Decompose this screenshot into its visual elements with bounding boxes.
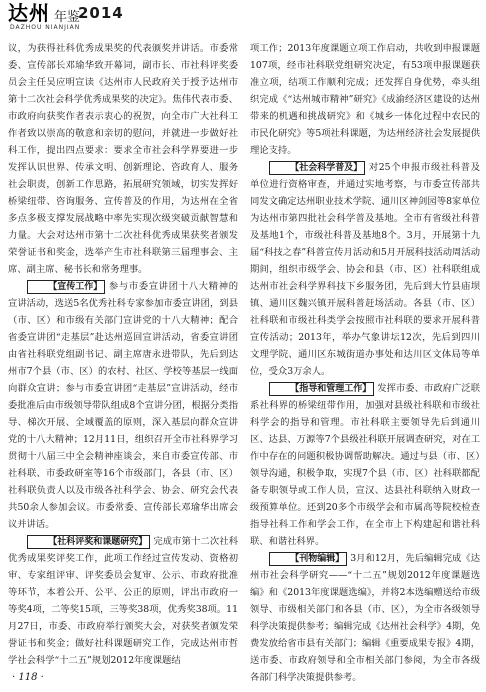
section-guidance [250,380,480,550]
section-tag-awards: 【社科评奖和课题研究】 [27,535,151,549]
yearbook-year: 2014 [78,4,124,22]
section-text-awards: 完成市第十二次社科优秀成果奖评奖工作，此项工作经过宣传发动、资格初审、专家组评审、评奖委员会复审、公示、市政府批准等环节，本着公开、公平、公正的原则，评出市政府一等奖4项，二等奖15项，三等奖38项，优秀奖38项。11月27日，市委、市政府举行颁奖大会，对获奖者颁发荣誉证书和奖金；做好社科课题研究工作，完成达州市哲学社会科学“十二五”规划2012年度课题结 [8,536,238,666]
page-number: · 118 · [12,672,44,683]
section-text-publications: 3月和12月，先后编辑完成《达州市社会科学研究——“十二五”规划2012年度课题选编》和《2013年度课题选编》，并将2本选编赠送给市级领导、市级相关部门和各县（市、区），为全市各级领导科学决策提供参考；编辑完成《达州社会科学》4期，免费发放给省市县有关部门；编辑《重要成果专报》4期，送市委、市政府领导和全市相关部门参阅，为全市各级各部门科学决策提供参考。 [250,553,480,683]
section-text-guidance: 发挥市委、市政府广泛联系社科界的桥梁纽带作用，加强对县级社科联和市级社科学会的指导和管理。市社科联主要领导先后到通川区、达县、万源等7个县级社科联开展调查研究，对在工作中存在的问题积极协调帮助解决。通过与县（市、区）领导沟通，积极争取，实现7个县（市、区）社科联都配备专职领导或工作人员，宣汉、达县社科联纳入财政一级预算单位。还到20多个市级学会和市属高等院校检查指导社科工作和学会工作，在全市上下构建起和谐社科联、和谐社科界。 [250,383,480,547]
section-publicity [8,278,238,533]
paragraph-research-continued: 项工作；2013年度课题立项工作启动，共收到申报课题107项，经市社科联党组研究决定，有53项申报课题获准立项，结项工作顺利完成；还发挥自身优势，牵头组织完成《“达州城市精神”研究》《成渝经济区建设的达州带来的机遇和挑战研究》和《城乡一体化过程中农民的市民化研究》等5项社科课题，为达州经济社会发展提供理论支持。 [250,43,480,156]
section-tag-publicity: 【宣传工作】 [27,280,106,294]
left-column [8,40,238,669]
page-header [8,2,478,36]
yearbook-logo: 达州 [8,1,50,25]
section-text-publicity: 参与市委宣讲团十八大精神的宣讲活动，选送5名优秀社科专家参加市委宣讲团，到县（市、区）和市级有关部门宣讲党的十八大精神；配合省委宣讲团“走基层”赴达州巡回宣讲活动，省委宣讲团由省社科联党组副书记、副主席唐永进带队，先后到达州市7个县（市、区）的农村、社区、学校等基层一线面向群众宣讲；参与市委宣讲团“走基层”宣讲活动，经市委批准后由市级领导带队组成8个宣讲分团，根据分类指导、梯次开展、全域覆盖的原则，深入基层向群众宣讲党的十八大精神；12月11日，组织召开全市社科界学习贯彻十八届三中全会精神座谈会，来自市委宣传部、市社科联、市委政研室等16个市级部门，各县（市、区）社科联负责人以及市级各社科学会、协会、研究会代表共50余人参加会议。市委常委、宣传部长邓瑜华出席会议并讲话。 [8,281,238,530]
paragraph-conference: 议，为获得社科优秀成果奖的代表颁奖并讲话。市委常委、宣传部长邓瑜华致开幕词，副市长、市社科评奖委员会主任吴应明宣读《达州市人民政府关于授予达州市第十二次社会科学优秀成果奖的决定》。焦伟代表市委、市政府向获奖作者表示衷心的祝贺，向全市广大社科工作者致以崇高的敬意和亲切的慰问，并就进一步做好社科工作，提出四点要求：要求全市社会科学界要进一步发挥认识世界、传承文明、创新理论、咨政育人、服务社会职责，创新工作思路，拓展研究领域，切实发挥好桥梁纽带、咨询服务、宣传普及的作用，为达州在全省多点多极支撑发展战略中率先实现次级突破贡献智慧和力量。大会对达州市第十二次社科优秀成果获奖者颁发荣誉证书和奖金，选举产生市社科联第三届理事会、主席、副主席、秘书长和常务理事。 [8,43,238,275]
section-text-popularization: 对25个申报市级社科普及单位进行资格审查，并通过实地考察，与市委宣传部共同发文确定达州职业技术学院、通川区神剑园等8家单位为达州市第四批社会科学普及基地。全市有省级社科普及基地1个，市级社科普及基地8个。3月，开展第十九届“科技之春”科普宣传月活动和5月开展科技活动周活动期间，组织市级学会、协会和县（市、区）社科联组成达州市社会科学界科技下乡服务团，先后到大竹县庙坝镇、通川区魏兴镇开展科普赶场活动。各县（市、区）社科联和市级社科类学会按照市社科联的要求开展科普宣传活动；2013年，举办气象讲坛12次，先后到四川文理学院、通川区东城街道办事处和达川区文体局等单位，受众3万余人。 [250,162,480,377]
section-tag-guidance: 【指导和管理工作】 [269,382,375,396]
yearbook-subtitle: DAZHOU NIANJIAN [10,24,81,31]
right-column [250,40,480,686]
section-tag-publications: 【刊物编辑】 [269,552,348,566]
section-awards-research [8,533,238,669]
section-publications [250,550,480,686]
section-tag-popularization: 【社会科学普及】 [269,161,366,175]
section-popularization [250,159,480,380]
yearbook-label: 年鉴 [54,10,81,25]
